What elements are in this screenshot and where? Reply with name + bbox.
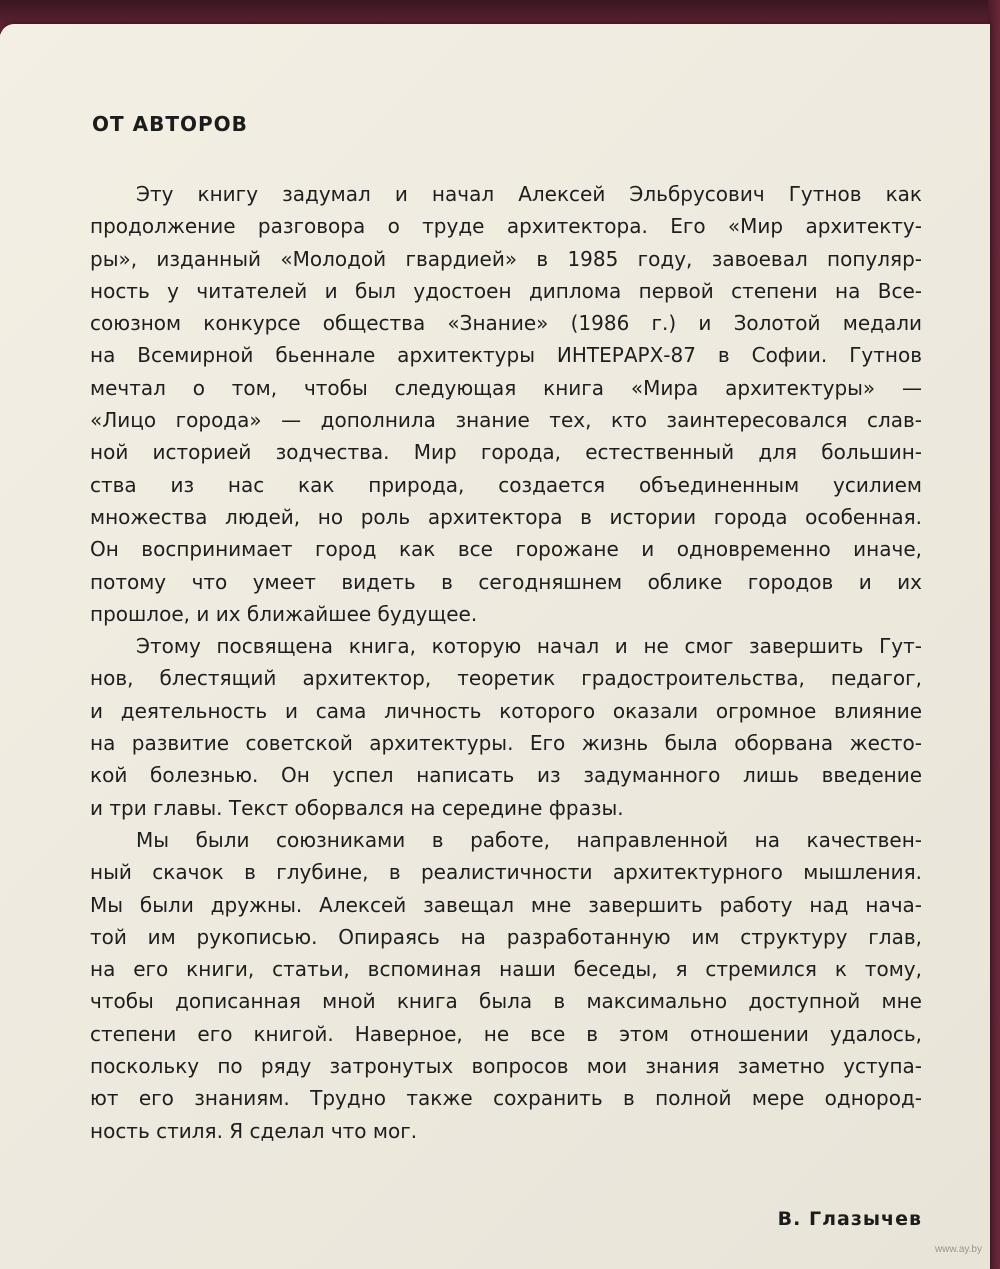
text-line: кой болезнью. Он успел написать из задуманного лишь введение: [90, 763, 922, 788]
section-heading: ОТ АВТОРОВ: [92, 112, 248, 136]
text-line: на его книги, статьи, вспоминая наши беседы, я стремился к тому,: [90, 957, 922, 982]
text-line: ры», изданный «Молодой гвардией» в 1985 году, завоевал популяр-: [90, 246, 922, 271]
text-line: продолжение разговора о труде архитектора. Его «Мир архитекту-: [90, 214, 922, 239]
text-line: прошлое, и их ближайшее будущее.: [90, 601, 478, 626]
text-line: Мы были дружны. Алексей завещал мне завершить работу над нача-: [90, 892, 922, 917]
text-line: Этому посвящена книга, которую начал и не смог завершить Гут-: [136, 634, 922, 659]
text-line: Он воспринимает город как все горожане и одновременно иначе,: [90, 537, 922, 562]
text-line: чтобы дописанная мной книга была в максимально доступной мне: [90, 989, 922, 1014]
text-line: на Всемирной бьеннале архитектуры ИНТЕРАРХ-87 в Софии. Гутнов: [90, 343, 922, 368]
text-line: потому что умеет видеть в сегодняшнем облике городов и их: [90, 569, 922, 594]
text-line: нов, блестящий архитектор, теоретик градостроительства, педагог,: [90, 666, 922, 691]
text-line: множества людей, но роль архитектора в истории города особенная.: [90, 504, 922, 529]
text-line: мечтал о том, чтобы следующая книга «Мира архитектуры» —: [90, 375, 922, 400]
text-line: ность стиля. Я сделал что мог.: [90, 1118, 418, 1143]
text-line: поскольку по ряду затронутых вопросов мои знания заметно уступа-: [90, 1054, 922, 1079]
text-line: «Лицо города» — дополнила знание тех, кто заинтересовался слав-: [90, 408, 922, 433]
paragraph: [90, 824, 922, 1147]
text-line: Эту книгу задумал и начал Алексей Эльбрусович Гутнов как: [136, 182, 922, 206]
text-line: Мы были союзниками в работе, направленной на качествен-: [136, 827, 922, 852]
text-line: на развитие советской архитектуры. Его жизнь была оборвана жесто-: [90, 731, 922, 756]
text-line: союзном конкурсе общества «Знание» (1986 г.) и Золотой медали: [90, 311, 922, 336]
text-line: ность у читателей и был удостоен диплома первой степени на Все-: [90, 278, 922, 303]
site-watermark: www.ay.by: [934, 1244, 982, 1255]
text-line: той им рукописью. Опираясь на разработанную им структуру глав,: [90, 924, 922, 949]
text-line: ства из нас как природа, создается объединенным усилием: [90, 472, 922, 497]
author-signature: В. Глазычев: [777, 1208, 922, 1230]
paragraph: [90, 630, 922, 824]
text-line: ный скачок в глубине, в реалистичности архитектурного мышления.: [90, 860, 922, 885]
paragraph: [90, 178, 922, 630]
text-line: и деятельность и сама личность которого оказали огромное влияние: [90, 698, 922, 723]
text-line: ной историей зодчества. Мир города, естественный для большин-: [90, 440, 922, 465]
text-line: ют его знаниям. Трудно также сохранить в полной мере однород-: [90, 1086, 922, 1111]
text-line: степени его книгой. Наверное, не все в этом отношении удалось,: [90, 1021, 922, 1046]
body-text: [90, 178, 922, 1147]
text-line: и три главы. Текст оборвался на середине фразы.: [90, 795, 624, 820]
